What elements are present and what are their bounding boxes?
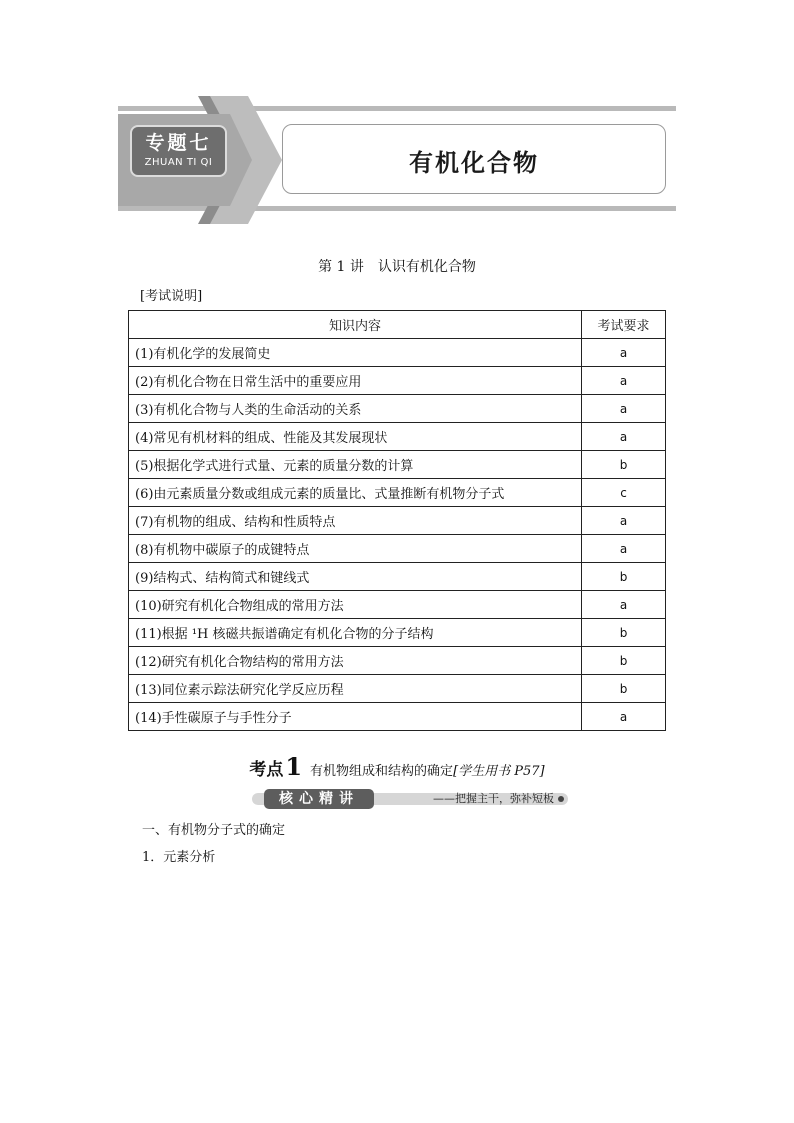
table-row — [129, 451, 666, 479]
band-dot-icon — [558, 796, 564, 802]
table-row — [129, 507, 666, 535]
table-row — [129, 619, 666, 647]
key-point-topic: 有机物组成和结构的确定 — [310, 764, 454, 779]
topic-tag — [130, 125, 227, 177]
knowledge-cell: (11)根据 ¹H 核磁共振谱确定有机化合物的分子结构 — [129, 619, 582, 647]
level-cell: a — [582, 703, 666, 731]
knowledge-cell: (4)常见有机材料的组成、性能及其发展现状 — [129, 423, 582, 451]
key-point-heading — [0, 752, 794, 781]
knowledge-cell: (7)有机物的组成、结构和性质特点 — [129, 507, 582, 535]
table-row — [129, 675, 666, 703]
exam-description-label: [考试说明] — [140, 289, 203, 304]
knowledge-cell: (14)手性碳原子与手性分子 — [129, 703, 582, 731]
table-row — [129, 563, 666, 591]
band-subtitle: ——把握主干，弥补短板 — [433, 792, 554, 805]
chapter-title: 有机化合物 — [409, 149, 539, 177]
table-row — [129, 395, 666, 423]
table-row — [129, 535, 666, 563]
chapter-banner — [118, 96, 678, 224]
section-heading: 一、有机物分子式的确定 — [142, 823, 286, 838]
header-knowledge-content: 知识内容 — [129, 311, 582, 339]
level-cell: a — [582, 367, 666, 395]
knowledge-cell: (6)由元素质量分数或组成元素的质量比、式量推断有机物分子式 — [129, 479, 582, 507]
exam-requirements-table — [128, 310, 666, 731]
level-cell: b — [582, 647, 666, 675]
table-row — [129, 479, 666, 507]
key-point-label: 考点 — [249, 760, 284, 780]
knowledge-cell: (9)结构式、结构简式和键线式 — [129, 563, 582, 591]
chapter-title-box — [282, 124, 666, 194]
level-cell: a — [582, 507, 666, 535]
table-row — [129, 339, 666, 367]
level-cell: b — [582, 619, 666, 647]
table-header-row — [129, 311, 666, 339]
subsection-heading: 1．元素分析 — [142, 850, 216, 865]
topic-pinyin: ZHUAN TI QI — [144, 157, 213, 168]
level-cell: a — [582, 339, 666, 367]
knowledge-cell: (1)有机化学的发展简史 — [129, 339, 582, 367]
table-row — [129, 647, 666, 675]
level-cell: a — [582, 535, 666, 563]
level-cell: b — [582, 451, 666, 479]
knowledge-cell: (3)有机化合物与人类的生命活动的关系 — [129, 395, 582, 423]
knowledge-cell: (10)研究有机化合物组成的常用方法 — [129, 591, 582, 619]
knowledge-cell: (12)研究有机化合物结构的常用方法 — [129, 647, 582, 675]
core-label: 核心精讲 — [264, 789, 374, 809]
level-cell: b — [582, 563, 666, 591]
knowledge-cell: (8)有机物中碳原子的成键特点 — [129, 535, 582, 563]
knowledge-cell: (13)同位素示踪法研究化学反应历程 — [129, 675, 582, 703]
knowledge-cell: (2)有机化合物在日常生活中的重要应用 — [129, 367, 582, 395]
table-row — [129, 703, 666, 731]
header-exam-requirement: 考试要求 — [582, 311, 666, 339]
lecture-number: 第 1 讲 — [318, 259, 364, 275]
core-explanation-band — [252, 789, 568, 809]
lecture-heading — [0, 256, 794, 276]
topic-label: 专题七 — [145, 132, 212, 154]
key-point-number: 1 — [285, 752, 303, 781]
level-cell: a — [582, 423, 666, 451]
level-cell: b — [582, 675, 666, 703]
knowledge-cell: (5)根据化学式进行式量、元素的质量分数的计算 — [129, 451, 582, 479]
table-row — [129, 367, 666, 395]
textbook-reference: [学生用书 P57] — [453, 764, 545, 779]
level-cell: c — [582, 479, 666, 507]
level-cell: a — [582, 591, 666, 619]
level-cell: a — [582, 395, 666, 423]
table-row — [129, 591, 666, 619]
table-row — [129, 423, 666, 451]
lecture-title: 认识有机化合物 — [377, 259, 476, 275]
